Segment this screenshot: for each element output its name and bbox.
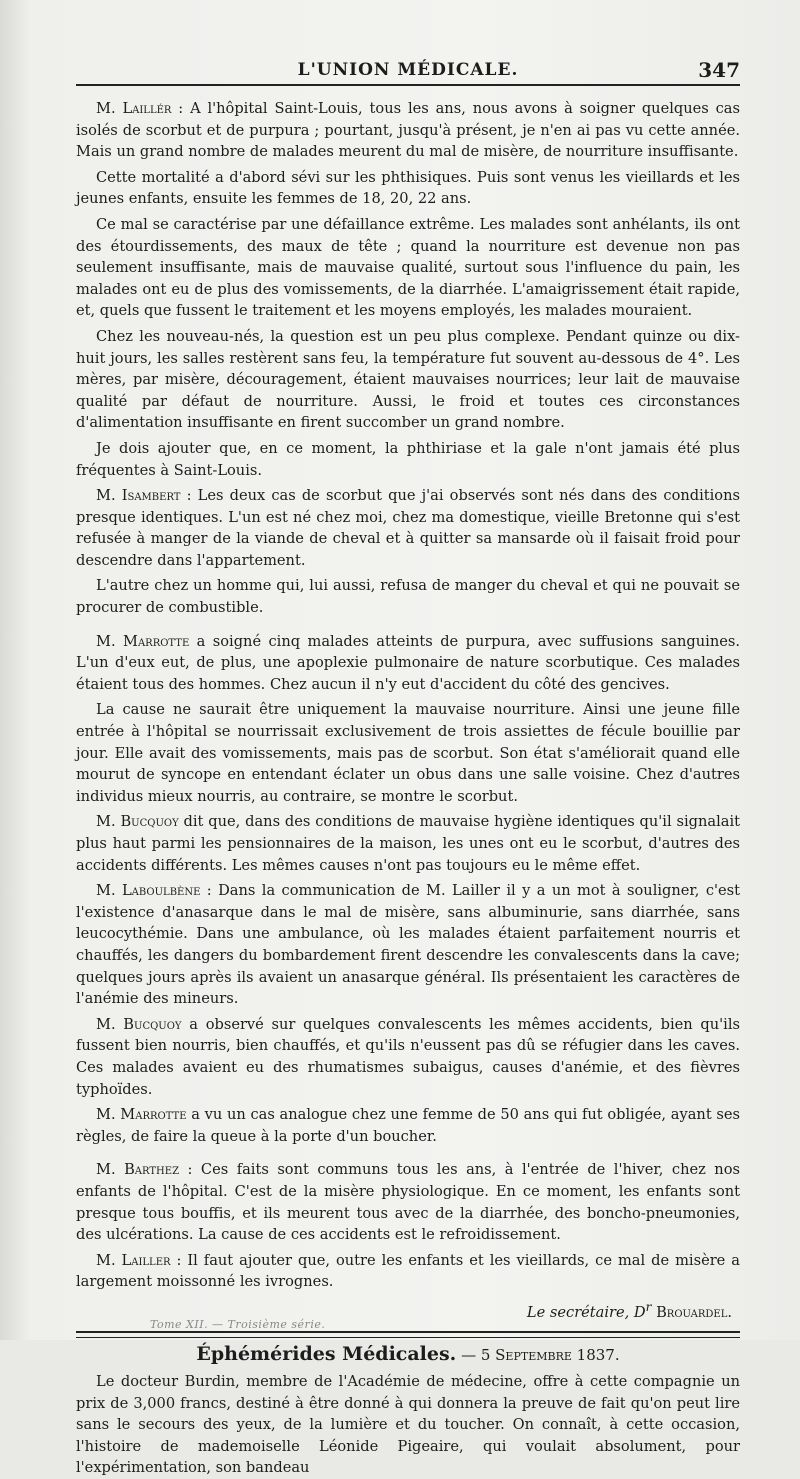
paragraph	[76, 485, 740, 571]
speaker-name: M. Marrotte	[96, 1106, 187, 1124]
paragraph-text: dit que, dans des conditions de mauvaise hygiène identiques qu'il signalait plus haut parmi les pensionnaires de la maison, les unes ont eu le scorbut, d'autres des accidents différents. Les mêmes causes n'ont pas toujours eu le même effet.	[76, 813, 740, 874]
ephemerides-date	[456, 1346, 619, 1364]
paragraph-text: : A l'hôpital Saint-Louis, tous les ans, nous avons à soigner quelques cas isolés de scorbut et de purpura ; pourtant, jusqu'à présent, je n'en ai pas vu cette année. Mais un grand nombre de malades meurent du mal de misère, de nourriture insuffisante.	[76, 100, 740, 161]
paragraph	[76, 1250, 740, 1293]
ephemerides-date-prefix: — 5	[456, 1346, 496, 1365]
paragraph	[76, 1014, 740, 1100]
ephemerides-date-month: Septembre	[495, 1346, 572, 1365]
paragraph-text: : Dans la communication de M. Lailler il y a un mot à souligner, c'est l'existence d'anasarque dans le mal de misère, sans albuminurie, sans diarrhée, sans leucocythémie. Dans une ambulance, où les malades étaient parfaitement nourris et chauffés, les dangers du bombardement firent descendre les convalescents dans la cave; quelques jours après ils avaient un anasarque général. Ils présentaient les caractères de l'anémie des mineurs.	[76, 882, 740, 1008]
journal-title: L'UNION MÉDICALE.	[297, 60, 519, 80]
speaker-name: M. Bucquoy	[96, 813, 179, 831]
ephemerides-text: Le docteur Burdin, membre de l'Académie de médecine, offre à cette compagnie un prix de 3,000 francs, destiné à être donné à qui donnera la preuve de fait qu'on peut lire sans le secours des yeux, de la lumière et du toucher. On connaît, à cette occasion, l'histoire de mademoiselle Léonide Pigeaire, qui voulait absolument, pour l'expérimentation, son bandeau	[76, 1372, 740, 1477]
paragraph-text: : Il faut ajouter que, outre les enfants et les vieillards, ce mal de misère a largement moissonné les ivrognes.	[76, 1251, 740, 1291]
paragraph	[76, 631, 740, 696]
paragraph	[76, 326, 740, 434]
paragraph	[76, 880, 740, 1010]
paragraph-text: Chez les nouveau-nés, la question est un peu plus complexe. Pendant quinze ou dix-huit jours, les salles restèrent sans feu, la température fut souvent au-dessous de 4°. Les mères, par misère, découragement, étaient mauvaises nourrices; leur lait de mauvaise qualité par défaut de nourriture. Aussi, le froid et toutes ces circonstances d'alimentation insuffisante en firent succomber un grand nombre.	[76, 327, 740, 432]
paragraph-text: Je dois ajouter que, en ce moment, la phthiriase et la gale n'ont jamais été plus fréquentes à Saint-Louis.	[76, 439, 740, 479]
paragraph	[76, 438, 740, 481]
ephemerides-date-year: 1837.	[571, 1346, 620, 1365]
paragraph	[76, 214, 740, 322]
paragraph	[76, 811, 740, 876]
speaker-name: M. Marrotte	[96, 632, 190, 650]
paragraph-text: Cette mortalité a d'abord sévi sur les phthisiques. Puis sont venus les vieillards et les jeunes enfants, ensuite les femmes de 18, 20, 22 ans.	[76, 168, 740, 208]
paragraph-text: Ce mal se caractérise par une défaillance extrême. Les malades sont anhélants, ils ont des étourdissements, des maux de tête ; quand la nourriture est devenue non pas seulement insuffisante, mais de mauvaise qualité, surtout sous l'influence du pain, les malades ont eu de plus des vomissements, de la diarrhée. L'amaigrissement était rapide, et, quels que fussent le traitement et les moyens employés, les malades mouraient.	[76, 215, 740, 320]
paragraph-text: a observé sur quelques convalescents les mêmes accidents, bien qu'ils fussent bien nourris, bien chauffés, et qu'ils n'eussent pas dû se réfugier dans les caves. Ces malades avaient eu des rhumatismes subaigus, causes d'anémie, et des fièvres typhoïdes.	[76, 1015, 741, 1098]
speaker-name: M. Barthez	[96, 1161, 180, 1179]
paragraph	[76, 167, 740, 210]
page-number: 347	[698, 58, 740, 82]
speaker-name: M. Laillér	[96, 100, 172, 117]
paragraph-text: L'autre chez un homme qui, lui aussi, refusa de manger du cheval et qui ne pouvait se procurer de combustible.	[76, 577, 740, 617]
paragraph-text: a soigné cinq malades atteints de purpura, avec suffusions sanguines. L'un d'eux eut, de plus, une apoplexie pulmonaire de nature scorbutique. Ces malades étaient tous des hommes. Chez aucun il n'y eut d'accident du côté des gencives.	[76, 632, 741, 693]
paragraph-text: a vu un cas analogue chez une femme de 50 ans qui fut obligée, ayant ses règles, de faire la queue à la porte d'un boucher.	[76, 1106, 740, 1145]
article-body	[76, 98, 740, 1479]
paragraph-text: : Les deux cas de scorbut que j'ai observés sont nés dans des conditions presque identiques. L'un est né chez moi, chez ma domestique, vieille Bretonne qui s'est refusée à manger de la viande de cheval et à quitter sa mansarde où il faisait froid pour descendre dans l'appartement.	[76, 487, 740, 569]
signature-role-sup: r	[645, 1299, 652, 1314]
ephemerides-title: Éphémérides Médicales.	[196, 1343, 457, 1366]
paragraph-text: : Ces faits sont communs tous les ans, à l'entrée de l'hiver, chez nos enfants de l'hôpital. C'est de la misère physiologique. En ce moment, les enfants sont presque tous bouffis, et ils meurent tous avec de la diarrhée, des boncho-pneumonies, des ulcérations. La cause de ces accidents est le refroidissement.	[76, 1161, 740, 1244]
speaker-name: M. Laboulbène	[96, 882, 201, 900]
paragraph-text: La cause ne saurait être uniquement la mauvaise nourriture. Ainsi une jeune fille entrée à l'hôpital se nourrissait exclusivement de trois assiettes de fécule bouillie par jour. Elle avait des vomissements, mais pas de scorbut. Son état s'améliorait quand elle mourut de syncope en entendant éclater un obus dans une salle voisine. Chez d'autres individus mieux nourris, au contraire, se montre le scorbut.	[76, 701, 740, 805]
paragraph	[76, 1104, 740, 1147]
paragraph	[76, 98, 740, 163]
signature-name: Brouardel.	[656, 1303, 732, 1321]
page-header	[76, 58, 740, 86]
speaker-name: M. Lailler	[96, 1251, 171, 1269]
ephemerides-heading	[76, 1344, 740, 1367]
paragraph	[76, 1159, 740, 1245]
page-footer: Tome XII. — Troisième série.	[150, 1318, 326, 1331]
section-divider	[76, 1331, 740, 1338]
paragraph	[76, 699, 740, 807]
speaker-name: M. Bucquoy	[96, 1015, 182, 1033]
speaker-name: M. Isambert	[96, 487, 181, 505]
signature-role: Le secrétaire, D	[526, 1303, 646, 1321]
paragraph	[76, 575, 740, 618]
paragraph-list	[76, 98, 740, 1293]
